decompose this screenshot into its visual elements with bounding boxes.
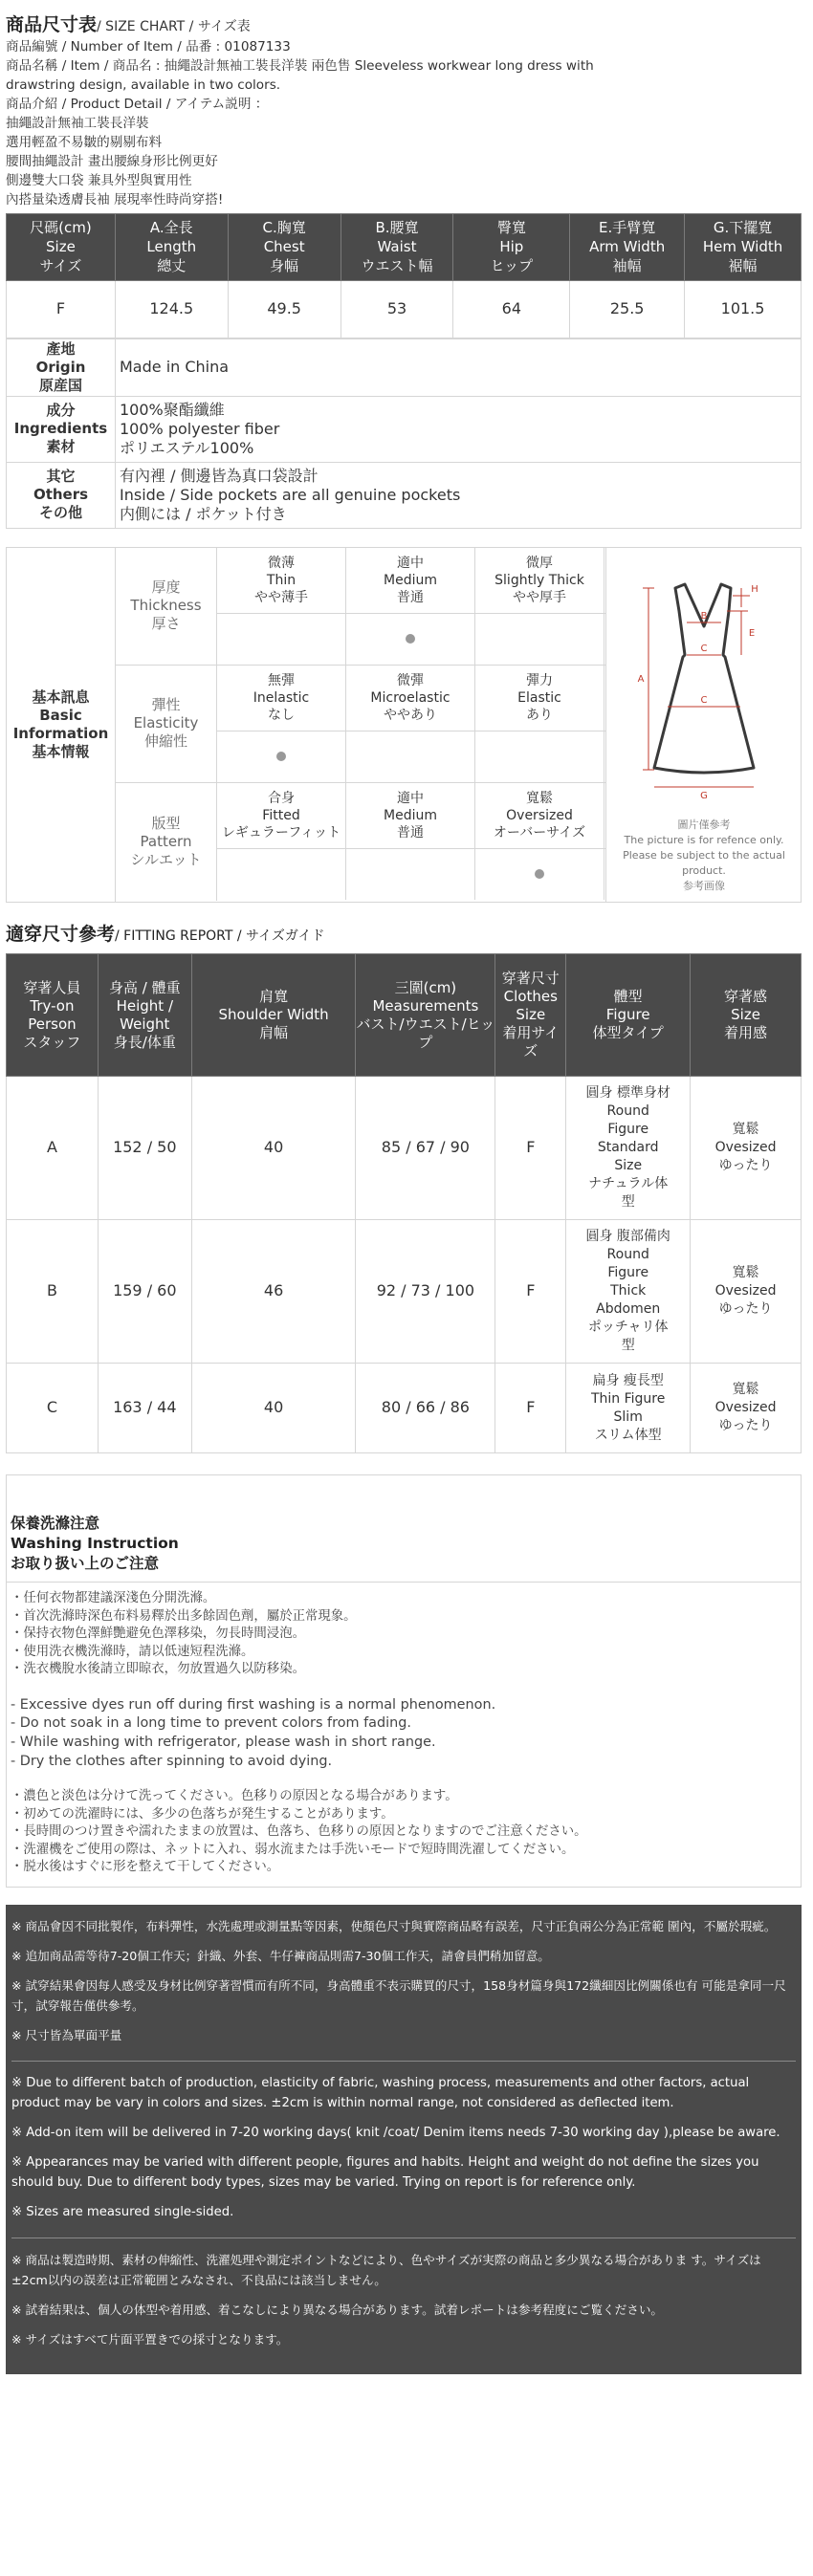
basic-info-label: 基本訊息 Basic Information 基本情報: [7, 548, 116, 902]
figure-cell: 圓身 標準身材 Round Figure Standard Size ナチュラル体 型: [566, 1077, 691, 1220]
ingredients-label: 成分 Ingredients 素材: [7, 396, 116, 462]
notes-section: [6, 1905, 802, 2374]
elasticity-option: 彈力 Elastic あり: [475, 666, 604, 731]
washing-item: - Do not soak in a long time to prevent colors from fading.: [11, 1715, 411, 1732]
header-line: drawstring design, available in two colors.: [6, 76, 281, 93]
washing-item: ・洗衣機脫水後請立即晾衣，勿放置過久以防移染。: [11, 1662, 305, 1677]
size-chart-title: [6, 13, 809, 37]
content: [6, 0, 809, 2374]
washing-item: ・使用洗衣機洗滌時，請以低速短程洗滌。: [11, 1644, 254, 1659]
size-chart-table: [6, 213, 802, 338]
size-cell: F: [495, 1077, 566, 1220]
person-cell: A: [7, 1077, 99, 1220]
elasticity-option: 微彈 Microelastic ややあり: [346, 666, 475, 731]
shoulder-width-header: 肩寬 Shoulder Width 肩幅: [191, 954, 356, 1077]
header-line: 商品介紹 / Product Detail / アイテム説明 ：: [6, 96, 269, 112]
size-chart-row: [7, 280, 802, 338]
diagram-label-g: G: [700, 790, 708, 801]
person-cell: B: [7, 1220, 99, 1364]
note-item: ※ 試着結果は、個人の体型や着用感、着こなしにより異なる場合があります。試着レポートは参考程度にご覧ください。: [11, 2302, 664, 2317]
fitting-header-row: [7, 954, 802, 1077]
header-line: 腰間抽繩設計 畫出腰線身形比例更好: [6, 153, 218, 169]
thickness-indicator-cell: [475, 614, 604, 665]
washing-instruction-section: [6, 1474, 802, 1887]
ingredients-row: [7, 396, 802, 462]
note-item: ※ Sizes are measured single-sided.: [11, 2204, 234, 2219]
fitting-report-table: [6, 953, 802, 1453]
measurements-cell: 92 / 73 / 100: [356, 1220, 495, 1364]
washing-item: ・脱水後はすぐに形を整えて干してください。: [11, 1860, 280, 1875]
selected-dot-icon: [276, 752, 286, 761]
note-item: ※ 尺寸皆為單面平量: [11, 2027, 122, 2042]
pattern-indicator-cell: [475, 849, 604, 900]
measurements-header: 三圍(cm) Measurements バスト/ウエスト/ヒップ: [356, 954, 495, 1077]
shoulder-cell: 40: [191, 1077, 356, 1220]
elasticity-row: [116, 666, 605, 783]
feel-header: 穿著感 Size 着用感: [691, 954, 802, 1077]
notes-en: [11, 2073, 796, 2238]
washing-item: ・任何衣物都建議深淺色分開洗滌。: [11, 1591, 216, 1606]
basic-info-section: [6, 547, 802, 903]
washing-zh-list: [11, 1590, 797, 1679]
hem-width-header: G.下擺寬 Hem Width 裾幅: [685, 213, 802, 280]
elasticity-option: 無彈 Inelastic なし: [217, 666, 346, 731]
product-info-table: [6, 338, 802, 529]
waist-header: B.腰寬 Waist ウエスト幅: [341, 213, 453, 280]
pattern-option: 合身 Fitted レギュラーフィット: [217, 783, 346, 848]
height-weight-cell: 163 / 44: [98, 1364, 191, 1453]
product-header: [6, 0, 809, 209]
size-cell: F: [495, 1220, 566, 1364]
notes-zh: [11, 1916, 796, 2062]
washing-item: ・洗濯機をご使用の際は、ネットに入れ、弱水流または手洗いモードで短時間洗濯してください。: [11, 1842, 575, 1857]
elasticity-label: 彈性 Elasticity 伸縮性: [116, 666, 217, 782]
washing-item: - While washing with refrigerator, please wash in short range.: [11, 1735, 436, 1751]
others-label: 其它 Others その他: [7, 462, 116, 528]
pattern-row: [116, 783, 605, 901]
measurements-cell: 85 / 67 / 90: [356, 1077, 495, 1220]
washing-instruction-heading: 保養洗滌注意 Washing Instruction お取り扱い上のご注意: [7, 1475, 801, 1583]
diagram-label-a: A: [637, 673, 645, 685]
origin-row: [7, 338, 802, 396]
notes-jp: [11, 2250, 796, 2349]
size-chart-title-sub: / SIZE CHART / サイズ表: [97, 19, 251, 34]
header-line: 商品編號 / Number of Item / 品番 : 01087133: [6, 38, 291, 55]
basic-info-grid: [116, 548, 605, 901]
figure-cell: 扁身 瘦長型 Thin Figure Slim スリム体型: [566, 1364, 691, 1453]
elasticity-indicator-cell: [217, 731, 346, 782]
diagram-caption: 圖片僅參考 The picture is for refence only. Please be subject to the actual product. 参考画像: [623, 818, 785, 892]
washing-item: ・長時間のつけ置きや濡れたままの放置は、色落ち、色移りの原因となりますのでご注意ください。: [11, 1824, 587, 1840]
note-item: ※ 商品會因不同批製作，布料彈性，水洗處理或測量點等因素，使顏色尺寸與實際商品略有誤差，尺寸正負兩公分為正常範 圍內，不屬於瑕疵。: [11, 1918, 777, 1933]
length-cell: 124.5: [115, 280, 228, 338]
shoulder-cell: 46: [191, 1220, 356, 1364]
arm-width-header: E.手臂寬 Arm Width 袖幅: [570, 213, 685, 280]
diagram-label-h: H: [751, 583, 758, 595]
feel-cell: 寬鬆 Ovesized ゆったり: [691, 1077, 802, 1220]
size-chart-title-main: 商品尺寸表: [6, 14, 98, 35]
washing-item: ・初めての洗濯時には、多少の色落ちが発生することがあります。: [11, 1806, 394, 1822]
others-row: [7, 462, 802, 528]
header-line: 商品名稱 / Item / 商品名 : 抽繩設計無袖工裝長洋裝 兩色售 Sleeveless workwear long dress with: [6, 57, 594, 74]
washing-en-list: [11, 1696, 797, 1771]
fitting-row: [7, 1220, 802, 1364]
dress-diagram: [605, 548, 801, 902]
header-line: 側邊雙大口袋 兼具外型與實用性: [6, 172, 192, 188]
height-weight-cell: 152 / 50: [98, 1077, 191, 1220]
chest-cell: 49.5: [228, 280, 341, 338]
diagram-label-c: C: [700, 643, 708, 654]
pattern-indicator-cell: [346, 849, 475, 900]
size-chart-header-row: [7, 213, 802, 280]
note-item: ※ Add-on item will be delivered in 7-20 working days( knit /coat/ Denim items needs 7-30 working day ),please be aware.: [11, 2125, 780, 2140]
origin-value: Made in China: [116, 338, 802, 396]
note-item: ※ サイズはすべて片面平置きでの採寸となります。: [11, 2331, 289, 2347]
washing-item: - Dry the clothes after spinning to avoid dying.: [11, 1753, 333, 1769]
fitting-report-title: 適穿尺寸參考/ FITTING REPORT / サイズガイド: [6, 923, 325, 945]
clothes-size-header: 穿著尺寸 Clothes Size 着用サイズ: [495, 954, 566, 1077]
arm-width-cell: 25.5: [570, 280, 685, 338]
diagram-label-c2: C: [700, 694, 708, 706]
thickness-option: 微厚 Slightly Thick やや厚手: [475, 548, 604, 613]
thickness-indicator-cell: [217, 614, 346, 665]
selected-dot-icon: [535, 869, 544, 879]
figure-cell: 圓身 腹部備肉 Round Figure Thick Abdomen ポッチャリ体 型: [566, 1220, 691, 1364]
person-cell: C: [7, 1364, 99, 1453]
ingredients-value: 100%聚酯纖維 100% polyester fiber ポリエステル100%: [116, 396, 802, 462]
size-cell: F: [7, 280, 116, 338]
note-item: ※ 商品は製造時期、素材の伸縮性、洗濯処理や測定ポイントなどにより、色やサイズが実際の商品と多少異なる場合がありま す。サイズは±2cm以内の誤差は正常範囲とみなされ、不良品には該当しません。: [11, 2252, 761, 2287]
size-header: 尺碼(cm) Size サイズ: [7, 213, 116, 280]
chest-header: C.胸寬 Chest 身幅: [228, 213, 341, 280]
dress-outline-icon: [606, 548, 802, 816]
fitting-row: [7, 1364, 802, 1453]
header-line: 抽繩設計無袖工裝長洋裝: [6, 115, 149, 131]
header-line: 選用輕盈不易皺的剔剔布料: [6, 134, 163, 150]
thickness-indicator-cell: [346, 614, 475, 665]
pattern-option: 寬鬆 Oversized オーバーサイズ: [475, 783, 604, 848]
shoulder-cell: 40: [191, 1364, 356, 1453]
height-weight-header: 身高 / 體重 Height / Weight 身長/体重: [98, 954, 191, 1077]
thickness-option: 微薄 Thin やや薄手: [217, 548, 346, 613]
note-item: ※ Appearances may be varied with different people, figures and habits. Height and weight do not define the sizes you should buy. Due to different body types, sizes may be varied. Trying on report is for reference only.: [11, 2154, 759, 2190]
size-cell: F: [495, 1364, 566, 1453]
thickness-label: 厚度 Thickness 厚さ: [116, 548, 217, 665]
elasticity-indicator-cell: [475, 731, 604, 782]
washing-jp-list: [11, 1788, 797, 1877]
origin-label: 產地 Origin 原産国: [7, 338, 116, 396]
washing-instruction-body: [7, 1583, 801, 1886]
washing-item: ・首次洗滌時深色布料易釋於出多餘固色劑，屬於正常現象。: [11, 1608, 357, 1624]
selected-dot-icon: [406, 634, 415, 644]
washing-item: ・保持衣物色澤鮮艷避免色澤移染，勿長時間浸泡。: [11, 1626, 305, 1642]
washing-item: ・濃色と淡色は分けて洗ってください。色移りの原因となる場合があります。: [11, 1789, 458, 1804]
washing-item: - Excessive dyes run off during first washing is a normal phenomenon.: [11, 1696, 496, 1713]
header-line: 內搭量染透膚長袖 展現率性時尚穿搭!: [6, 191, 224, 207]
diagram-label-b: B: [700, 610, 708, 622]
feel-cell: 寬鬆 Ovesized ゆったり: [691, 1364, 802, 1453]
note-item: ※ 追加商品需等待7-20個工作天；針織、外套、牛仔褲商品則需7-30個工作天，請會員們稍加留意。: [11, 1948, 550, 1963]
fitting-row: [7, 1077, 802, 1220]
length-header: A.全長 Length 總丈: [115, 213, 228, 280]
hip-cell: 64: [453, 280, 570, 338]
thickness-row: [116, 548, 605, 666]
figure-header: 體型 Figure 体型タイプ: [566, 954, 691, 1077]
note-item: ※ 試穿結果會因每人感受及身材比例穿著習慣而有所不同，身高體重不表示購買的尺寸，158身材篇身與172纖細因比例關係也有 可能是拿同一尺寸，試穿報告僅供參考。: [11, 1977, 786, 2013]
pattern-indicator-cell: [217, 849, 346, 900]
thickness-option: 適中 Medium 普通: [346, 548, 475, 613]
try-on-person-header: 穿著人員 Try-on Person スタッフ: [7, 954, 99, 1077]
waist-cell: 53: [341, 280, 453, 338]
others-value: 有內裡 / 側邊皆為真口袋設計 Inside / Side pockets are all genuine pockets 内側には / ポケット付き: [116, 462, 802, 528]
hip-header: 臀寬 Hip ヒップ: [453, 213, 570, 280]
hem-width-cell: 101.5: [685, 280, 802, 338]
measurements-cell: 80 / 66 / 86: [356, 1364, 495, 1453]
elasticity-indicator-cell: [346, 731, 475, 782]
diagram-label-e: E: [748, 627, 756, 639]
feel-cell: 寬鬆 Ovesized ゆったり: [691, 1220, 802, 1364]
pattern-option: 適中 Medium 普通: [346, 783, 475, 848]
height-weight-cell: 159 / 60: [98, 1220, 191, 1364]
note-item: ※ Due to different batch of production, elasticity of fabric, washing process, measurements and other factors, actual product may be vary in colors and sizes. ±2cm is within normal range, not considered as deflected item.: [11, 2075, 750, 2110]
pattern-label: 版型 Pattern シルエット: [116, 783, 217, 901]
